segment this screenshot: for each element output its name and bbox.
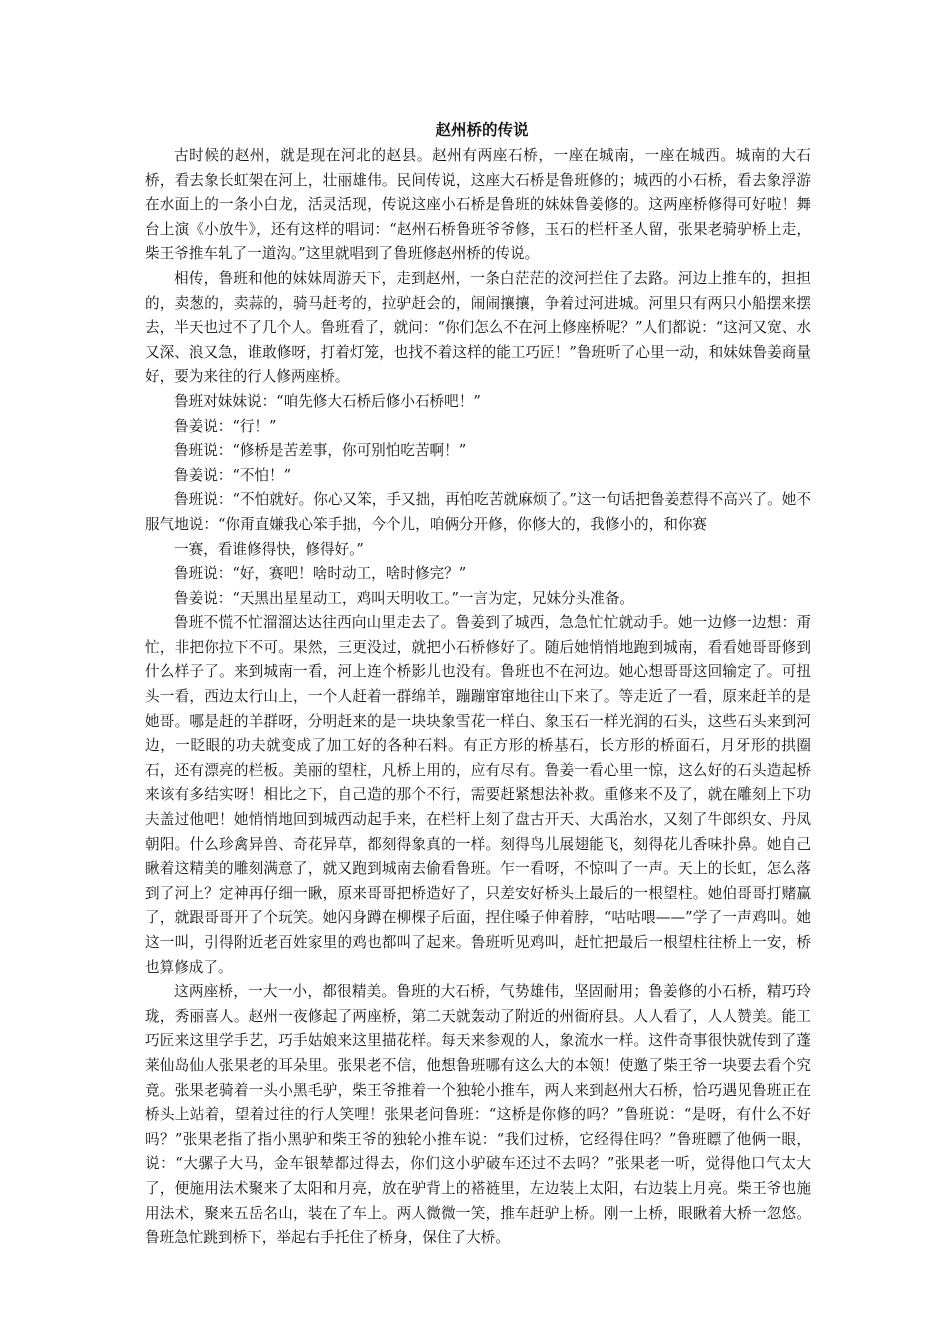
dialogue-line: 鲁班说：“修桥是苦差事，你可别怕吃苦啊！” [174,442,467,460]
dialogue-line: 鲁班说：“不怕就好。你心又笨，手又拙，再怕吃苦就麻烦了。”这一句话把鲁姜惹得不高兴了。她不服气地说：“你甭直嫌我心笨手拙，今个儿，咱俩分开修，你修大的，我修小的，和你赛 [145,491,811,533]
paragraph: 相传，鲁班和他的妹妹周游天下，走到赵州，一条白茫茫的洨河拦住了去路。河边上推车的，担担的，卖葱的，卖蒜的，骑马赶考的，拉驴赶会的，闹闹攘攘，争着过河进城。河里只有两只小船摆来摆去，半天也过不了几个人。鲁班看了，就问：“你们怎么不在河上修座桥呢？”人们都说：“这河又宽、水又深、浪又急，谁敢修呀，打着灯笼，也找不着这样的能工巧匠！”鲁班听了心里一动，和妹妹鲁姜商量好，要为来往的行人修两座桥。 [145,269,811,386]
paragraph: 鲁班不慌不忙溜溜达达往西向山里走去了。鲁姜到了城西，急急忙忙就动手。她一边修一边想：甭忙，非把你拉下不可。果然，三更没过，就把小石桥修好了。随后她悄悄地跑到城南，看看她哥哥修到什么样子了。来到城南一看，河上连个桥影儿也没有。鲁班也不在河边。她心想哥哥这回输定了。可扭头一看，西边太行山上，一个人赶着一群绵羊，蹦蹦窜窜地往山下来了。等走近了一看，原来赶羊的是她哥。哪是赶的羊群呀，分明赶来的是一块块象雪花一样白、象玉石一样光润的石头，这些石头来到河边，一眨眼的功夫就变成了加工好的各种石料。有正方形的桥基石，长方形的桥面石，月牙形的拱圈石，还有漂亮的栏板。美丽的望柱，凡桥上用的，应有尽有。鲁姜一看心里一惊，这么好的石头造起桥来该有多结实呀！相比之下，自己造的那个不行，需要赶紧想法补救。重修来不及了，就在雕刻上下功夫盖过他吧！她悄悄地回到城西动起手来，在栏杆上刻了盘古开天、大禹治水，又刻了牛郎织女、丹凤朝阳。什么珍禽异兽、奇花异草，都刻得象真的一样。刻得鸟儿展翅能飞，刻得花儿香味扑鼻。她自己瞅着这精美的雕刻满意了，就又跑到城南去偷看鲁班。乍一看呀，不惊叫了一声。天上的长虹，怎么落到了河上？定神再仔细一瞅，原来哥哥把桥造好了，只差安好桥头上最后的一根望柱。她伯哥哥打赌赢了，就跟哥哥开了个玩笑。她闪身蹲在柳棵子后面，捏住嗓子伸着脖，“咕咕喂——”学了一声鸡叫。她这一叫，引得附近老百姓家里的鸡也都叫了起来。鲁班听见鸡叫，赶忙把最后一根望柱往桥上一安，桥也算修成了。 [145,614,811,976]
dialogue-line: 鲁姜说：“天黑出星星动工，鸡叫天明收工。”一言为定，兄妹分头准备。 [174,589,635,607]
document-title: 赵州桥的传说 [435,120,529,139]
document-page [145,118,811,1251]
dialogue-line: 鲁班对妹妹说：“咱先修大石桥后修小石桥吧！” [174,392,481,410]
dialogue-continuation: 一赛，看谁修得快，修得好。” [174,540,364,558]
paragraph: 这两座桥，一大一小，都很精美。鲁班的大石桥，气势雄伟，坚固耐用；鲁姜修的小石桥，精巧玲珑，秀丽喜人。赵州一夜修起了两座桥，第二天就轰动了附近的州衙府县。人人看了，人人赞美。能工巧匠来这里学手艺，巧手姑娘来这里描花样。每天来参观的人，象流水一样。这件奇事很快就传到了蓬莱仙岛仙人张果老的耳朵里。张果老不信，他想鲁班哪有这么大的本领！使邀了柴王爷一块要去看个究竟。张果老骑着一头小黑毛驴，柴王爷推着一个独轮小推车，两人来到赵州大石桥，恰巧遇见鲁班正在桥头上站着，望着过往的行人笑哩！张果老问鲁班：“这桥是你修的吗？”鲁班说：“是呀，有什么不好吗？”张果老指了指小黑驴和柴王爷的独轮小推车说：“我们过桥，它经得住吗？”鲁班瞟了他俩一眼，说：“大骡子大马，金车银辇都过得去，你们这小驴破车还过不去吗？”张果老一听，觉得他口气太大了，便施用法术聚来了太阳和月亮，放在驴背上的褡裢里，左边装上太阳，右边装上月亮。柴王爷也施用法术，聚来五岳名山，装在了车上。两人微微一笑，推车赶驴上桥。刚一上桥，眼瞅着大桥一忽悠。鲁班急忙跳到桥下，举起右手托住了桥身，保住了大桥。 [145,983,811,1247]
paragraph: 古时候的赵州，就是现在河北的赵县。赵州有两座石桥，一座在城南，一座在城西。城南的大石桥，看去象长虹架在河上，壮丽雄伟。民间传说，这座大石桥是鲁班修的；城西的小石桥，看去象浮游在水面上的一条小白龙，活灵活现，传说这座小石桥是鲁班的妹妹鲁姜修的。这两座桥修得可好啦！舞台上演《小放牛》，还有这样的唱词：“赵州石桥鲁班爷爷修，玉石的栏杆圣人留，张果老骑驴桥上走，柴王爷推车轧了一道沟。”这里就唱到了鲁班修赵州桥的传说。 [145,147,811,263]
dialogue-line: 鲁班说：“好，赛吧！啥时动工，啥时修完？” [174,565,467,583]
dialogue-line: 鲁姜说：“行！” [174,417,277,435]
dialogue-line: 鲁姜说：“不怕！” [174,466,292,484]
